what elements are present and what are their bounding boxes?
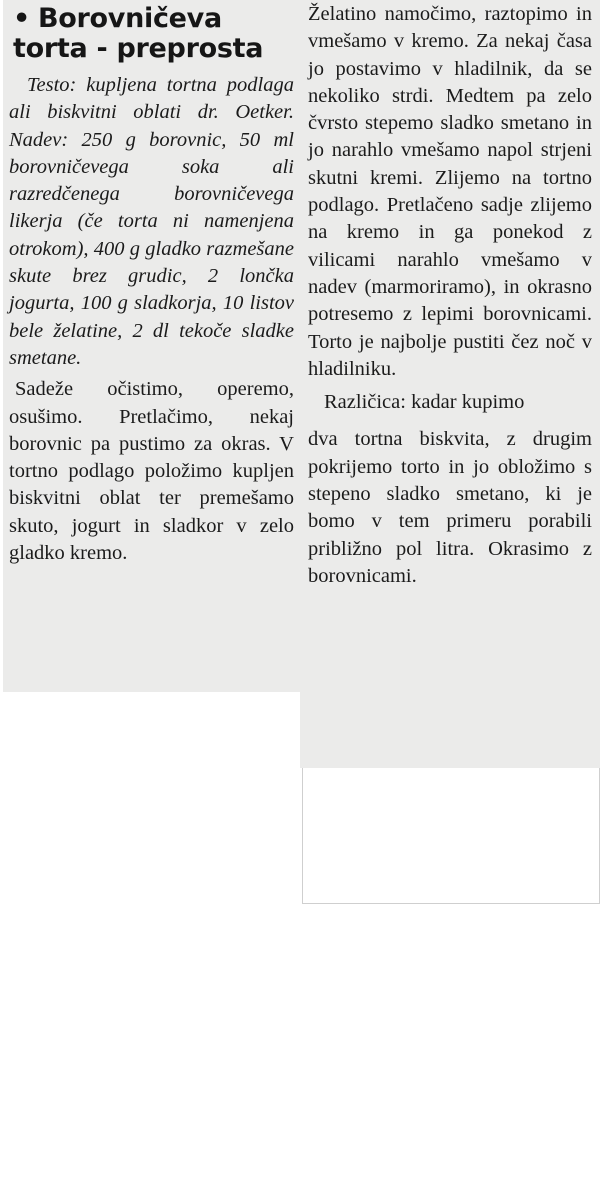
clipping-blank-area xyxy=(302,768,600,904)
title-line-1 xyxy=(13,4,300,34)
bullet-icon: • xyxy=(13,3,30,34)
method-paragraph-part2: Želatino namočimo, raztopimo in vmešamo v kremo. Za nekaj časa jo postavimo v hladilnik, da se nekoliko strdi. Medtem pa zelo čvrsto stepemo sladko smetano in jo narahlo vmešamo napol strjeni skutni kremi. Zlijemo na tortno podlago. Pretlačeno sadje zlijemo na kremo in ga ponekod z vilicami narahlo vmešamo v nadev (marmoriramo), in okrasno potresemo z lepimi borovnicami. Torto je najbolje pustiti čez noč v hladilniku. xyxy=(308,3,592,380)
recipe-title xyxy=(13,4,300,64)
title-line-2: torta - preprosta xyxy=(13,33,264,64)
ingredients-paragraph: Testo: kupljena tortna podlaga ali biskvitni oblati dr. Oetker. Nadev: 250 g borovnic, 50 ml borovničevega soka ali razredčenega borovničevega likerja (če torta ni namenjena otrokom), 400 g gladko razmešane skute brez grudic, 2 lončka jogurta, 100 g sladkorja, 10 listov bele želatine, 2 dl tekoče sladke smetane. xyxy=(9,74,294,369)
recipe-clipping-right-column xyxy=(300,0,600,768)
recipe-clipping-left-column xyxy=(3,0,300,692)
variant-paragraph: dva tortna biskvita, z drugim pokrijemo torto in jo obložimo s stepeno sladko smetano, ki je bomo v tem primeru porabili približno pol litra. Okrasimo z borovnicami. xyxy=(308,428,592,587)
variant-intro: Različica: kadar kupimo xyxy=(324,391,525,414)
method-paragraph-part1: Sadeže očistimo, operemo, osušimo. Pretlačimo, nekaj borovnic pa pustimo za okras. V tortno podlago položimo kupljen biskvitni oblat ter premešamo skuto, jogurt in sladkor v zelo gladko kremo. xyxy=(9,378,294,565)
title-line-1-text: Borovničeva xyxy=(37,3,222,34)
